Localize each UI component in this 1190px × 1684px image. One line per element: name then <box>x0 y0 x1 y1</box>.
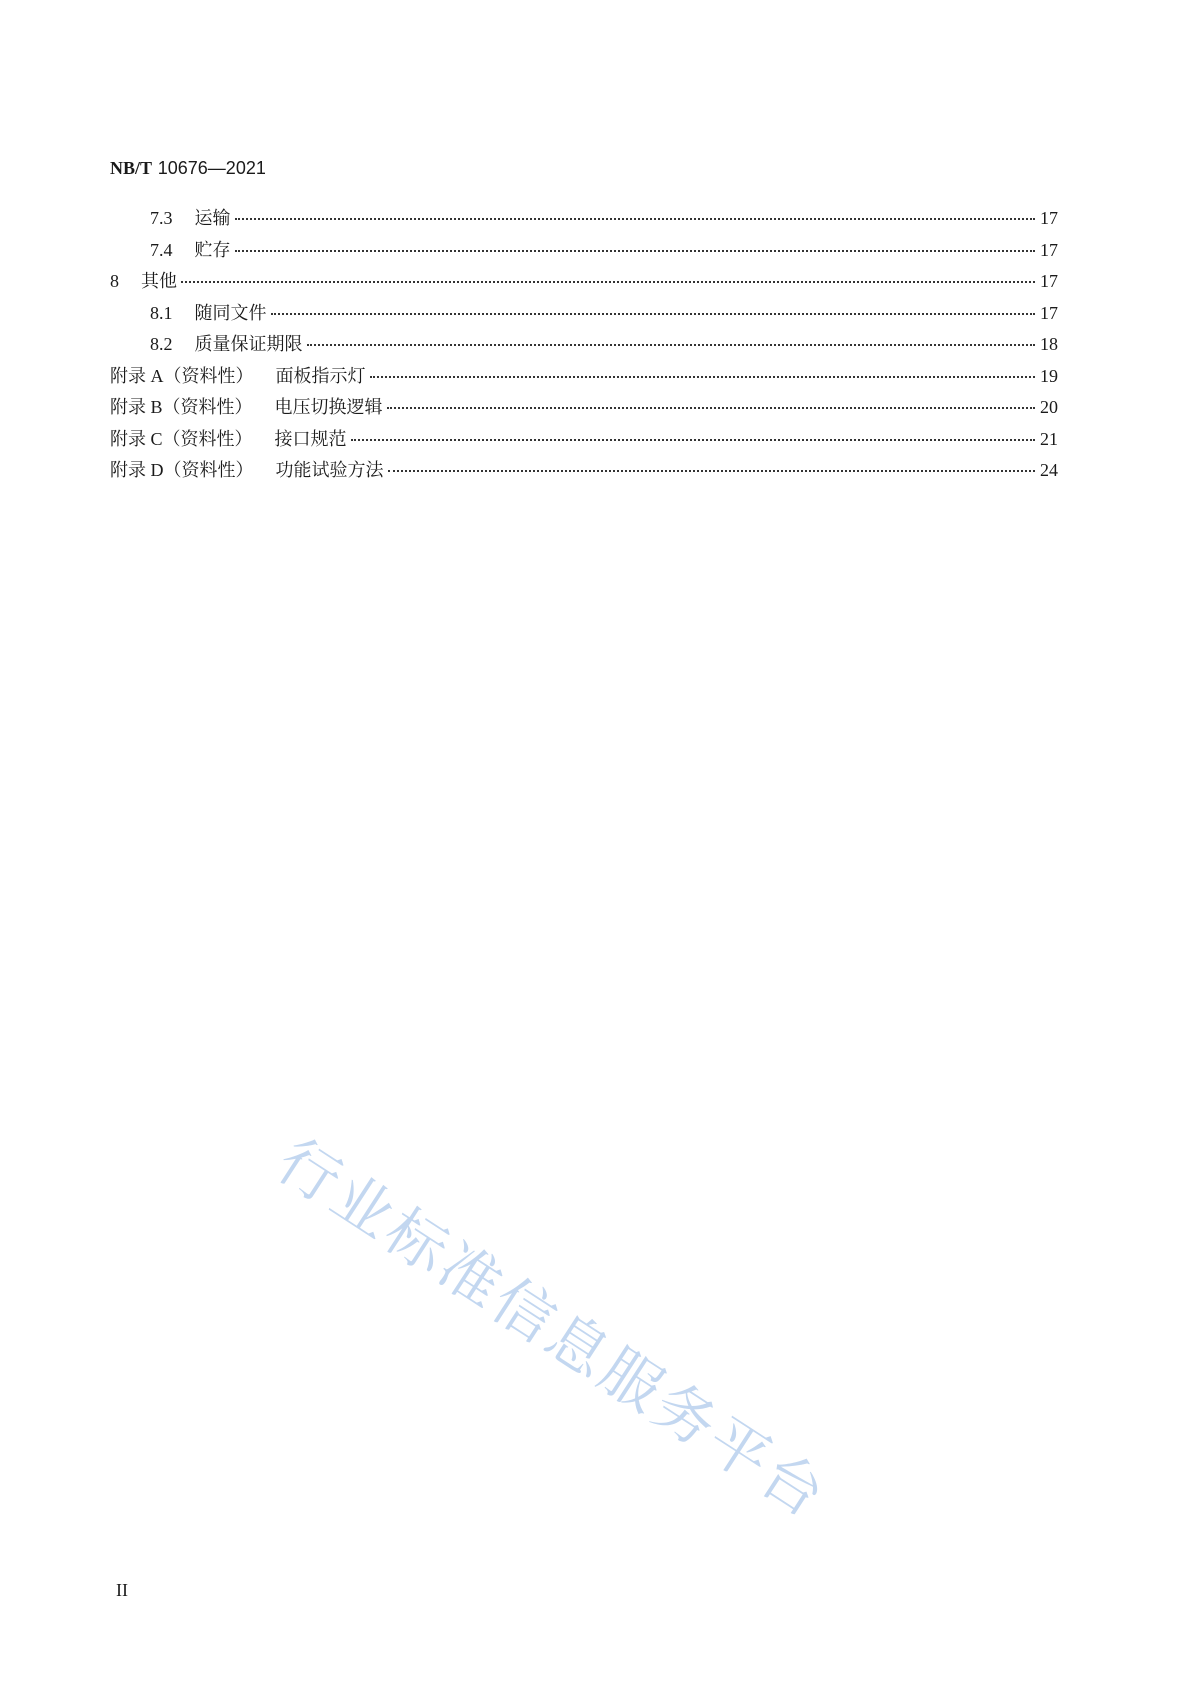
toc-entry-title: 功能试验方法 <box>275 460 384 481</box>
toc-entry-number: 7.4 <box>150 239 173 260</box>
toc-entry-page: 21 <box>1040 428 1058 449</box>
toc-dot-leader <box>351 423 1035 445</box>
standard-code <box>110 156 266 181</box>
standard-code-number: 10676—2021 <box>157 158 266 178</box>
toc-entry-page: 24 <box>1040 460 1058 480</box>
toc-dot-leader <box>271 297 1036 319</box>
toc-dot-leader <box>235 234 1036 256</box>
page-number: II <box>116 1580 128 1600</box>
toc-entry-8-1[interactable] <box>110 297 1058 329</box>
toc-entry-title: 贮存 <box>194 239 231 261</box>
toc-entry-title: 面板指示灯 <box>275 365 366 387</box>
toc-entry-number: 附录 A（资料性） <box>110 365 254 386</box>
toc-entry-page: 17 <box>1040 271 1058 291</box>
toc-entry-page: 18 <box>1040 334 1058 354</box>
standard-code-prefix: NB/T <box>110 158 153 178</box>
toc-entry-number: 8.2 <box>150 334 173 354</box>
toc-entry-title: 接口规范 <box>274 428 347 450</box>
toc-entry-7-3[interactable] <box>110 202 1058 234</box>
toc-entry-appendix-c[interactable] <box>110 423 1058 455</box>
toc-entry-number: 8 <box>110 271 119 291</box>
toc-entry-title: 随同文件 <box>194 302 267 324</box>
toc-entry-appendix-d[interactable] <box>110 454 1058 486</box>
toc-entry-7-4[interactable] <box>110 234 1058 266</box>
table-of-contents <box>110 202 1058 486</box>
toc-dot-leader <box>307 328 1036 350</box>
toc-dot-leader <box>181 265 1035 287</box>
watermark: 行业标准信息服务平台 <box>264 1125 840 1534</box>
toc-entry-title: 电压切换逻辑 <box>274 397 383 418</box>
toc-entry-8[interactable] <box>110 265 1058 297</box>
toc-dot-leader <box>370 360 1036 382</box>
toc-entry-number: 附录 D（资料性） <box>110 460 254 480</box>
toc-entry-8-2[interactable] <box>110 328 1058 360</box>
toc-entry-number: 7.3 <box>150 208 173 228</box>
toc-entry-page: 17 <box>1040 239 1058 260</box>
toc-entry-appendix-b[interactable] <box>110 391 1058 423</box>
toc-entry-number: 8.1 <box>150 302 173 323</box>
toc-entry-page: 19 <box>1040 365 1058 386</box>
toc-dot-leader <box>387 391 1035 413</box>
toc-dot-leader <box>388 454 1036 476</box>
toc-entry-page: 20 <box>1040 397 1058 417</box>
toc-entry-title: 其他 <box>141 271 177 292</box>
toc-entry-number: 附录 B（资料性） <box>110 397 253 417</box>
toc-entry-number: 附录 C（资料性） <box>110 428 253 449</box>
toc-entry-title: 质量保证期限 <box>194 334 303 355</box>
toc-entry-page: 17 <box>1040 302 1058 323</box>
toc-entry-page: 17 <box>1040 208 1058 228</box>
toc-dot-leader <box>235 202 1036 224</box>
toc-entry-title: 运输 <box>194 208 231 229</box>
toc-entry-appendix-a[interactable] <box>110 360 1058 392</box>
